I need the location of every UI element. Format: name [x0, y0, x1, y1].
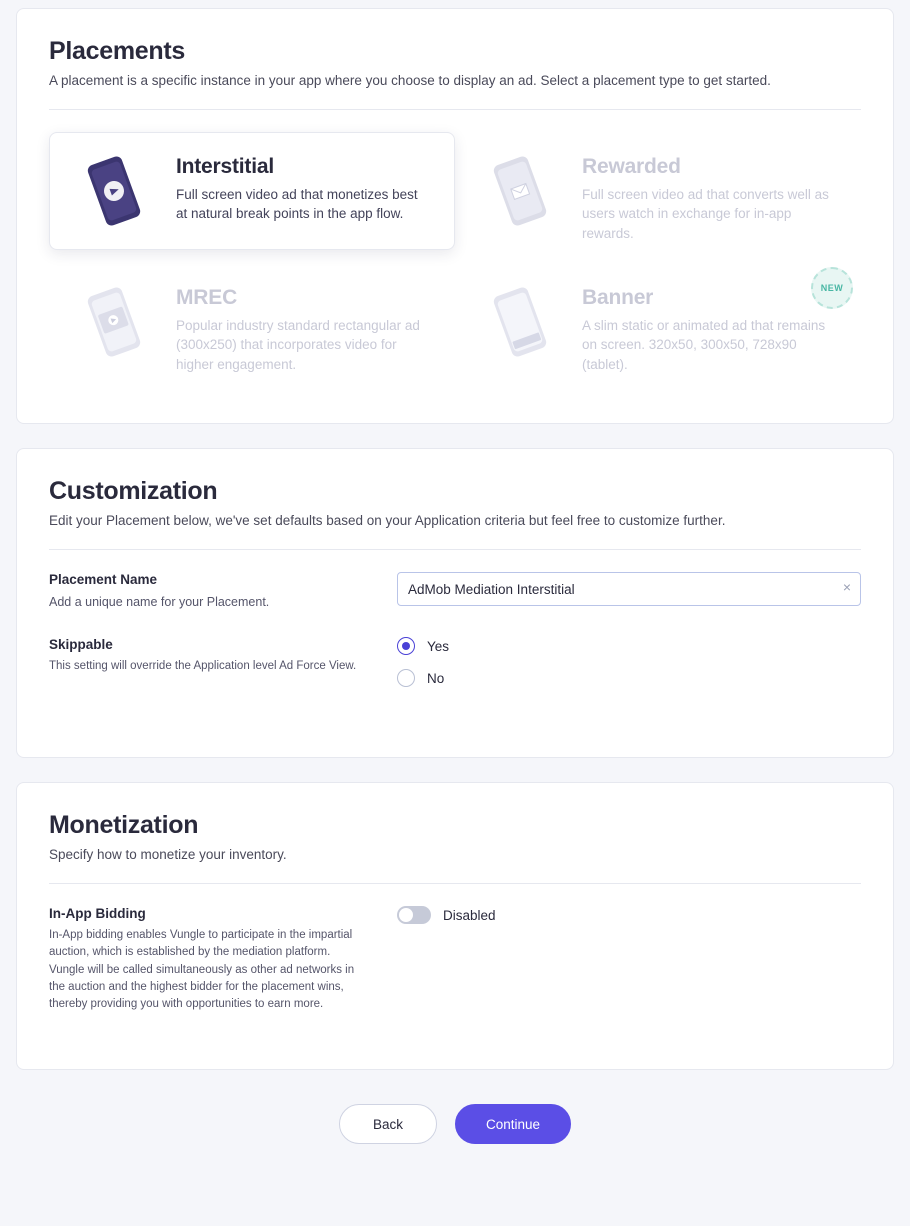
placement-name-label: Placement Name [49, 572, 158, 588]
mrec-phone-icon [66, 282, 162, 362]
monetization-card [16, 782, 894, 1070]
toggle-knob [399, 908, 413, 922]
placements-subtitle: A placement is a specific instance in your app where you choose to display an ad. Select a placement type to get started. [49, 73, 771, 88]
customization-title: Customization [49, 477, 218, 506]
rewarded-title: Rewarded [582, 154, 681, 178]
skippable-option-no[interactable] [397, 669, 449, 687]
in-app-bidding-hint: In-App bidding enables Vungle to participate in the impartial auction, which is established by the mediation platform. Vungle will be called simultaneously as other ad networks in the auction and the highest bidder for the placement wins, thereby providing you with opportunities to earn more. [49, 929, 355, 1011]
in-app-bidding-toggle-line [397, 906, 496, 924]
skippable-row [49, 637, 861, 701]
placement-name-hint: Add a unique name for your Placement. [49, 595, 270, 610]
interstitial-phone-icon [66, 151, 162, 231]
rewarded-phone-icon [472, 151, 568, 231]
monetization-divider [49, 883, 861, 884]
continue-button[interactable]: Continue [455, 1104, 571, 1144]
interstitial-title: Interstitial [176, 154, 274, 178]
back-button[interactable]: Back [339, 1104, 437, 1144]
clear-input-icon[interactable]: × [842, 579, 851, 596]
placement-type-grid [49, 132, 861, 393]
banner-phone-icon [472, 282, 568, 362]
mrec-title: MREC [176, 285, 238, 309]
interstitial-desc: Full screen video ad that monetizes best at natural break points in the app flow. [176, 186, 418, 222]
monetization-subtitle: Specify how to monetize your inventory. [49, 847, 287, 863]
skippable-hint: This setting will override the Application level Ad Force View. [49, 660, 357, 673]
skippable-label: Skippable [49, 637, 113, 653]
banner-desc: A slim static or animated ad that remains on screen. 320x50, 300x50, 728x90 (tablet). [582, 317, 826, 372]
skippable-radio-group [397, 637, 449, 701]
placement-name-input-wrap [397, 572, 861, 606]
placement-option-rewarded-wrap [455, 132, 861, 263]
placement-option-banner[interactable] [455, 263, 861, 394]
in-app-bidding-label: In-App Bidding [49, 906, 146, 922]
placement-name-input[interactable] [397, 572, 861, 606]
placements-card [16, 8, 894, 424]
rewarded-text [582, 151, 832, 244]
mrec-desc: Popular industry standard rectangular ad (300x250) that incorporates video for higher engagement. [176, 317, 420, 372]
skippable-labels [49, 637, 397, 675]
placement-option-interstitial-wrap [49, 132, 455, 263]
placement-option-interstitial[interactable] [49, 132, 455, 250]
rewarded-desc: Full screen video ad that converts well as users watch in exchange for in-app rewards. [582, 186, 829, 242]
new-badge: NEW [811, 267, 853, 309]
in-app-bidding-labels [49, 906, 397, 1013]
in-app-bidding-toggle[interactable] [397, 906, 431, 924]
in-app-bidding-state: Disabled [443, 907, 496, 923]
customization-subtitle: Edit your Placement below, we've set defaults based on your Application criteria but feel free to customize further. [49, 513, 726, 529]
in-app-bidding-row [49, 906, 861, 1013]
banner-title: Banner [582, 285, 654, 309]
radio-yes-label: Yes [427, 638, 450, 654]
placements-title: Placements [49, 37, 185, 65]
radio-no-label: No [427, 670, 445, 686]
placement-option-banner-wrap [455, 263, 861, 394]
customization-card [16, 448, 894, 758]
skippable-option-yes[interactable] [397, 637, 449, 655]
placements-divider [49, 109, 861, 110]
placement-name-row [49, 572, 861, 611]
mrec-text [176, 282, 426, 375]
radio-yes-icon[interactable] [397, 637, 415, 655]
placement-option-mrec[interactable] [49, 263, 455, 394]
radio-no-icon[interactable] [397, 669, 415, 687]
placement-option-rewarded[interactable] [455, 132, 861, 263]
placement-name-labels [49, 572, 397, 611]
monetization-title: Monetization [49, 811, 199, 840]
placement-option-mrec-wrap [49, 263, 455, 394]
banner-text [582, 282, 832, 375]
interstitial-text [176, 151, 426, 224]
customization-divider [49, 549, 861, 550]
wizard-footer [16, 1094, 894, 1168]
